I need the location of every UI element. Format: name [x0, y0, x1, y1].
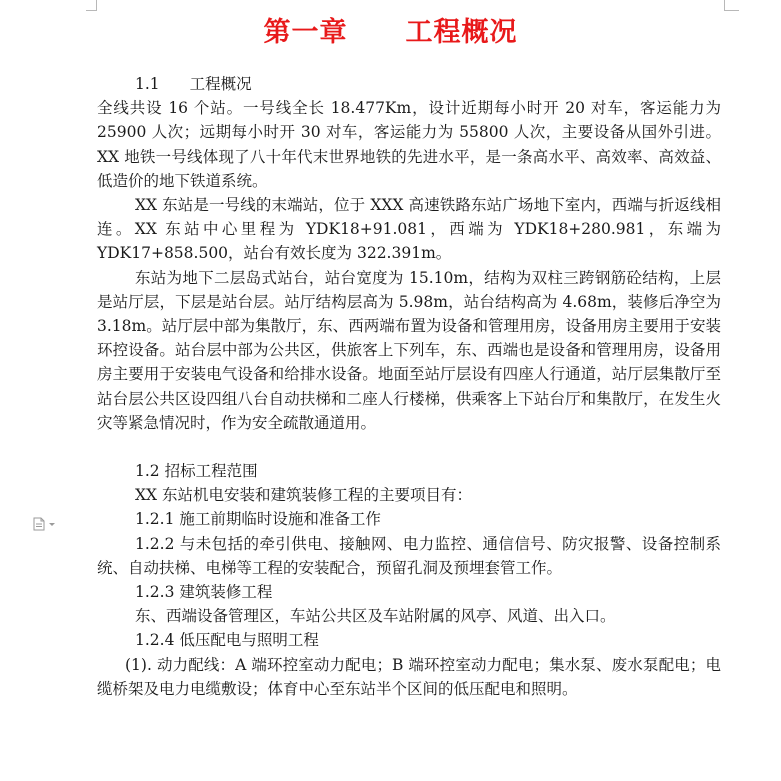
section-heading: 1.2 招标工程范围	[135, 462, 258, 481]
chapter-number: 第一章	[263, 17, 348, 48]
paragraph: 全线共设 16 个站。一号线全长 18.477Km，设计近期每小时开 20 对车，客运能力为 25900 人次；远期每小时开 30 对车，客运能力为 55800 人次，主要设备从国外引进。XX 地铁一号线体现了八十年代末世界地铁的先进水平，是一条高水平、高效率、高效益、低造价的地下铁道系统。	[97, 99, 721, 190]
paragraph: XX 东站机电安装和建筑装修工程的主要项目有：	[135, 486, 472, 505]
chapter-heading	[0, 10, 781, 49]
paragraph: XX 东站是一号线的末端站，位于 XXX 高速铁路东站广场地下室内，西端与折返线相连。XX 东站中心里程为 YDK18+91.081，西端为 YDK18+280.981，东端为 YDK17+858.500，站台有效长度为 322.391m。	[97, 196, 721, 263]
subsection-heading: 1.2.3 建筑装修工程	[135, 583, 273, 602]
document-icon[interactable]	[32, 517, 58, 531]
section-heading	[97, 72, 721, 96]
subsection-heading: 1.2.1 施工前期临时设施和准备工作	[135, 510, 381, 529]
chapter-title: 工程概况	[405, 17, 518, 48]
paragraph: 东站为地下二层岛式站台，站台宽度为 15.10m，结构为双柱三跨钢筋砼结构，上层是站厅层，下层是站台层。站厅结构层高为 5.98m，站台结构高为 4.68m，装修后净空为 3.18m。站厅层中部为集散厅，东、西两端布置为设备和管理用房，设备用房主要用于安装环控设备。站台层中部为公共区，供旅客上下列车，东、西端也是设备和管理用房，设备用房主要用于安装电气设备和给排水设备。地面至站厅层设有四座人行通道，站厅层集散厅至站台层公共区设四组八台自动扶梯和二座人行楼梯，供乘客上下站台厅和集散厅，在发生火灾等紧急情况时，作为安全疏散通道用。	[97, 268, 721, 432]
section-number: 1.1	[135, 75, 160, 93]
paragraph: 东、西端设备管理区，车站公共区及车站附属的风亭、风道、出入口。	[135, 607, 616, 626]
paragraph: (1). 动力配线：A 端环控室动力配电；B 端环控室动力配电；集水泵、废水泵配电；电缆桥架及电力电缆敷设；体育中心至东站半个区间的低压配电和照明。	[97, 655, 721, 698]
paragraph: 1.2.2 与未包括的牵引供电、接触网、电力监控、通信信号、防灾报警、设备控制系统、自动扶梯、电梯等工程的安装配合，预留孔洞及预埋套管工作。	[97, 534, 721, 577]
section-title: 工程概况	[189, 75, 252, 93]
subsection-heading: 1.2.4 低压配电与照明工程	[135, 631, 319, 650]
document-body	[97, 72, 721, 701]
